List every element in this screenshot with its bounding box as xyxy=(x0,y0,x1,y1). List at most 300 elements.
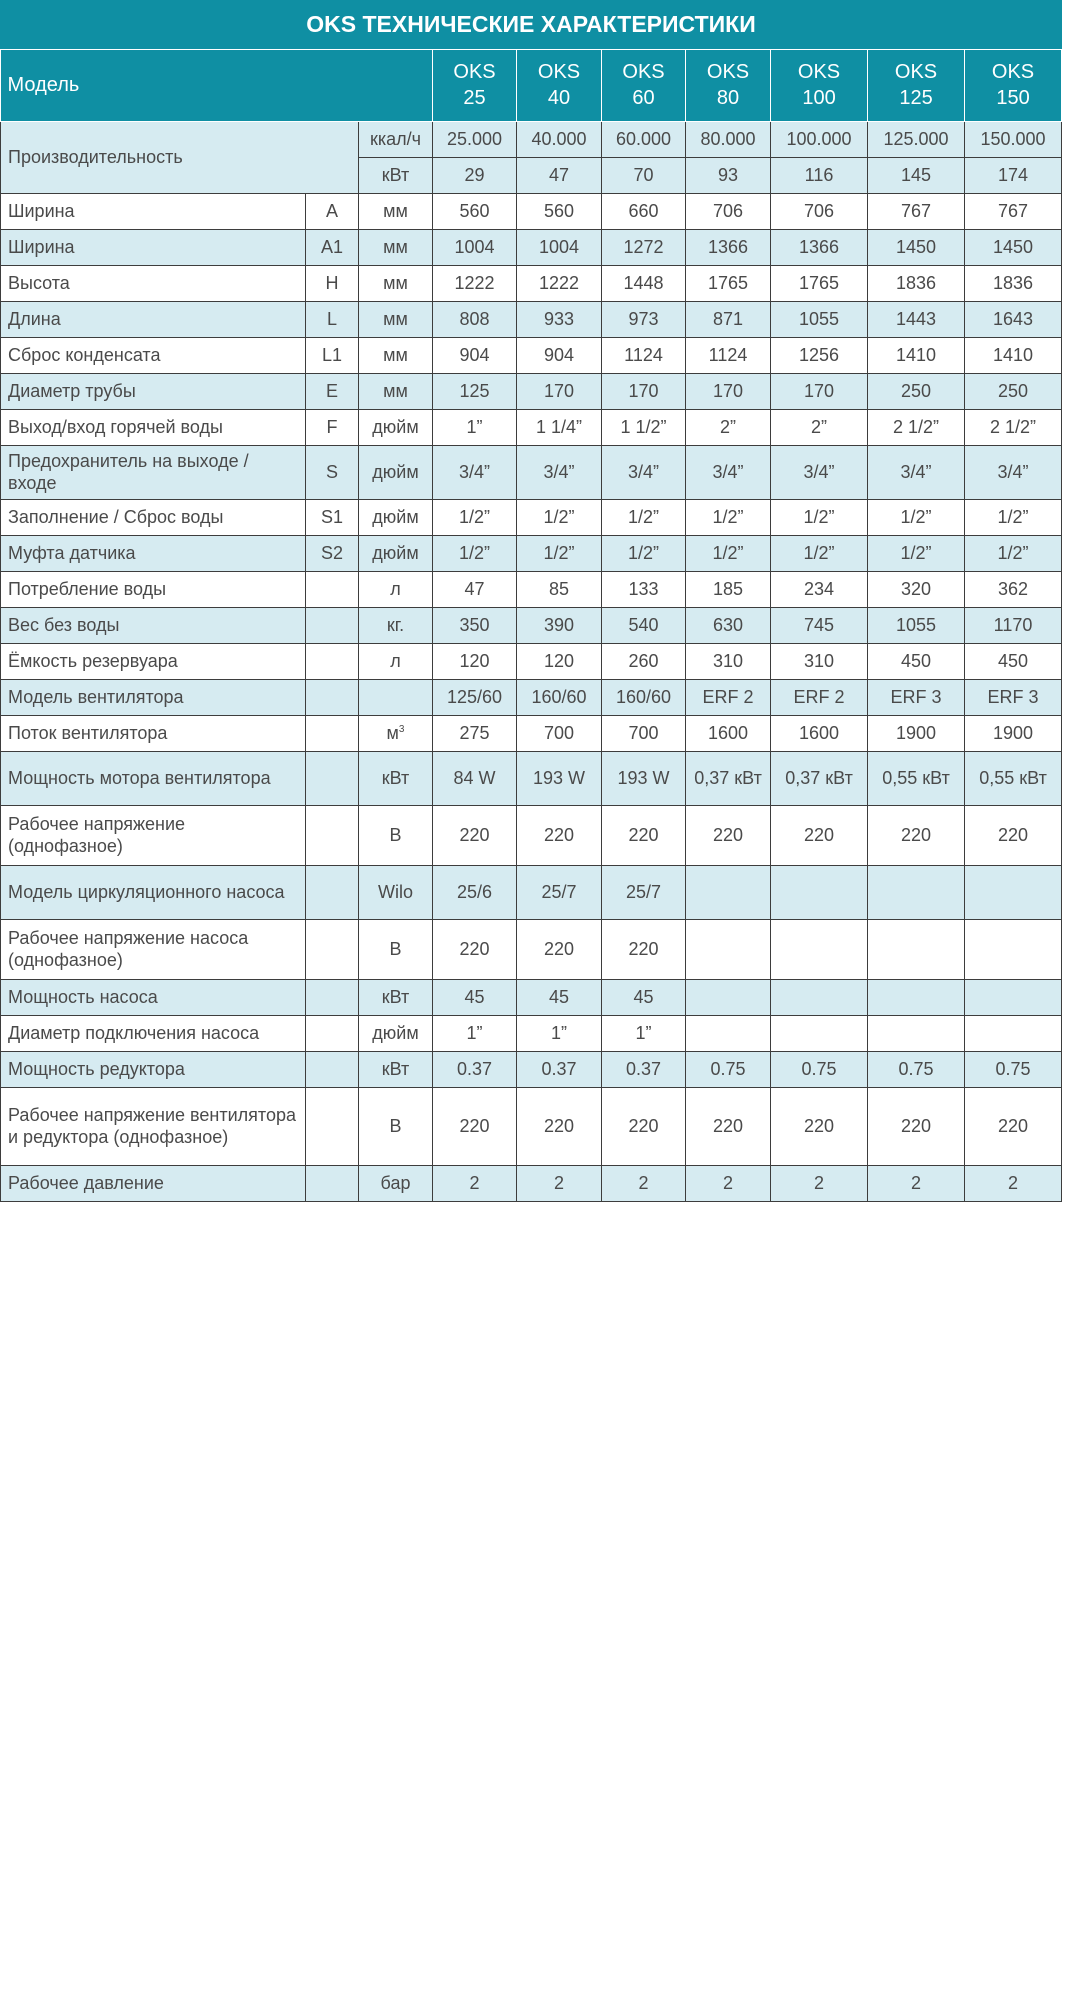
value-cell: 220 xyxy=(868,805,965,865)
row-label: Поток вентилятора xyxy=(1,715,306,751)
table-row xyxy=(1,805,1062,865)
value-cell: 1222 xyxy=(517,265,602,301)
value-cell: 220 xyxy=(868,1087,965,1165)
value-cell: 174 xyxy=(965,157,1062,193)
table-row xyxy=(1,643,1062,679)
row-label: Мощность мотора вентилятора xyxy=(1,751,306,805)
value-cell: 1/2” xyxy=(517,535,602,571)
model-name: OKS xyxy=(991,61,1035,84)
value-cell: 1600 xyxy=(771,715,868,751)
unit-cell xyxy=(359,409,433,445)
row-label: Рабочее напряжение (однофазное) xyxy=(1,805,306,865)
value-cell: 25/6 xyxy=(433,865,517,919)
value-cell: 1/2” xyxy=(517,499,602,535)
model-header-cell xyxy=(771,50,868,121)
value-cell: 540 xyxy=(602,607,686,643)
row-label: Сброс конденсата xyxy=(1,337,306,373)
value-cell: 220 xyxy=(771,1087,868,1165)
value-cell: 2 xyxy=(965,1165,1062,1201)
value-cell: 700 xyxy=(517,715,602,751)
specs-table-body xyxy=(1,50,1062,1201)
unit-cell xyxy=(359,919,433,979)
value-cell: 1443 xyxy=(868,301,965,337)
value-cell xyxy=(686,979,771,1015)
value-cell: 1836 xyxy=(965,265,1062,301)
code-cell: F xyxy=(306,409,359,445)
value-cell: 450 xyxy=(868,643,965,679)
value-cell: 220 xyxy=(433,1087,517,1165)
model-header-cell xyxy=(602,50,686,121)
code-cell xyxy=(306,751,359,805)
value-cell: 1055 xyxy=(868,607,965,643)
unit-text: В xyxy=(389,1116,402,1136)
value-cell: 450 xyxy=(965,643,1062,679)
value-cell: 2” xyxy=(686,409,771,445)
value-cell: 220 xyxy=(602,805,686,865)
value-cell: 560 xyxy=(517,193,602,229)
value-cell: 220 xyxy=(965,805,1062,865)
value-cell: 1/2” xyxy=(868,499,965,535)
value-cell: 1/2” xyxy=(433,535,517,571)
unit-text: Wilo xyxy=(378,882,414,902)
row-label: Заполнение / Сброс воды xyxy=(1,499,306,535)
value-cell: 933 xyxy=(517,301,602,337)
unit-cell xyxy=(359,265,433,301)
value-cell: 85 xyxy=(517,571,602,607)
row-label: Ширина xyxy=(1,229,306,265)
unit-cell: ккал/ч xyxy=(359,121,433,157)
value-cell: 2 xyxy=(517,1165,602,1201)
unit-text: мм xyxy=(383,201,408,221)
code-cell xyxy=(306,571,359,607)
value-cell: 220 xyxy=(433,805,517,865)
unit-cell xyxy=(359,337,433,373)
value-cell: 1” xyxy=(517,1015,602,1051)
table-row xyxy=(1,715,1062,751)
code-cell xyxy=(306,805,359,865)
row-label: Муфта датчика xyxy=(1,535,306,571)
value-cell: 767 xyxy=(965,193,1062,229)
value-cell: 133 xyxy=(602,571,686,607)
value-cell: 3/4” xyxy=(771,445,868,499)
value-cell: 0,55 кВт xyxy=(965,751,1062,805)
value-cell: 3/4” xyxy=(433,445,517,499)
value-cell: 3/4” xyxy=(868,445,965,499)
table-row xyxy=(1,751,1062,805)
value-cell: 1055 xyxy=(771,301,868,337)
value-cell: 2 xyxy=(433,1165,517,1201)
value-cell: 1/2” xyxy=(771,535,868,571)
value-cell: ERF 2 xyxy=(771,679,868,715)
code-cell: A xyxy=(306,193,359,229)
model-number: 25 xyxy=(463,87,486,110)
value-cell: 1004 xyxy=(433,229,517,265)
value-cell: 29 xyxy=(433,157,517,193)
value-cell: 1004 xyxy=(517,229,602,265)
value-cell: 170 xyxy=(771,373,868,409)
value-cell: 1256 xyxy=(771,337,868,373)
unit-text: дюйм xyxy=(372,1023,419,1043)
value-cell: 871 xyxy=(686,301,771,337)
unit-cell xyxy=(359,865,433,919)
value-cell: 193 W xyxy=(517,751,602,805)
value-cell: 120 xyxy=(433,643,517,679)
value-cell: 706 xyxy=(771,193,868,229)
value-cell: 0.37 xyxy=(517,1051,602,1087)
unit-cell xyxy=(359,805,433,865)
value-cell: 1366 xyxy=(771,229,868,265)
value-cell: 1272 xyxy=(602,229,686,265)
value-cell: 1/2” xyxy=(965,535,1062,571)
unit-cell xyxy=(359,979,433,1015)
row-label: Модель вентилятора xyxy=(1,679,306,715)
value-cell: 260 xyxy=(602,643,686,679)
value-cell: 3/4” xyxy=(965,445,1062,499)
value-cell xyxy=(965,919,1062,979)
value-cell: ERF 3 xyxy=(965,679,1062,715)
value-cell: 275 xyxy=(433,715,517,751)
value-cell: 362 xyxy=(965,571,1062,607)
code-cell: L1 xyxy=(306,337,359,373)
value-cell: 0,37 кВт xyxy=(686,751,771,805)
value-cell: 47 xyxy=(517,157,602,193)
value-cell: 3/4” xyxy=(517,445,602,499)
value-cell: 25/7 xyxy=(602,865,686,919)
unit-cell xyxy=(359,607,433,643)
value-cell xyxy=(771,1015,868,1051)
table-row xyxy=(1,193,1062,229)
table-title: OKS ТЕХНИЧЕСКИЕ ХАРАКТЕРИСТИКИ xyxy=(0,0,1062,50)
table-row xyxy=(1,301,1062,337)
value-cell: 1450 xyxy=(868,229,965,265)
value-cell: 2 xyxy=(602,1165,686,1201)
value-cell: 45 xyxy=(517,979,602,1015)
code-cell xyxy=(306,715,359,751)
unit-cell: кВт xyxy=(359,157,433,193)
value-cell: 220 xyxy=(433,919,517,979)
value-cell: 150.000 xyxy=(965,121,1062,157)
value-cell: 1222 xyxy=(433,265,517,301)
value-cell: 1” xyxy=(433,1015,517,1051)
value-cell: 320 xyxy=(868,571,965,607)
row-label: Модель циркуляционного насоса xyxy=(1,865,306,919)
value-cell: 84 W xyxy=(433,751,517,805)
value-cell: 220 xyxy=(517,805,602,865)
unit-cell xyxy=(359,229,433,265)
row-label: Предохранитель на выходе / входе xyxy=(1,445,306,499)
value-cell: 0.37 xyxy=(602,1051,686,1087)
value-cell xyxy=(686,1015,771,1051)
row-label: Высота xyxy=(1,265,306,301)
value-cell: 3/4” xyxy=(686,445,771,499)
value-cell: 234 xyxy=(771,571,868,607)
table-row xyxy=(1,499,1062,535)
value-cell: 2 1/2” xyxy=(868,409,965,445)
specs-table xyxy=(0,50,1062,1202)
unit-text: кВт xyxy=(381,768,410,788)
table-row xyxy=(1,607,1062,643)
table-row xyxy=(1,1015,1062,1051)
value-cell: 560 xyxy=(433,193,517,229)
value-cell: 1” xyxy=(433,409,517,445)
value-cell: 1366 xyxy=(686,229,771,265)
model-name: OKS xyxy=(706,61,750,84)
value-cell: 45 xyxy=(602,979,686,1015)
code-cell xyxy=(306,979,359,1015)
row-label: Вес без воды xyxy=(1,607,306,643)
value-cell: 220 xyxy=(771,805,868,865)
value-cell: 0.75 xyxy=(686,1051,771,1087)
value-cell: 220 xyxy=(686,1087,771,1165)
value-cell xyxy=(965,1015,1062,1051)
model-label: Модель xyxy=(1,50,433,121)
code-cell xyxy=(306,643,359,679)
unit-text: дюйм xyxy=(372,507,419,527)
unit-cell xyxy=(359,751,433,805)
value-cell: 700 xyxy=(602,715,686,751)
code-cell: S xyxy=(306,445,359,499)
value-cell: 0.37 xyxy=(433,1051,517,1087)
value-cell: 1 1/4” xyxy=(517,409,602,445)
value-cell: 170 xyxy=(686,373,771,409)
unit-cell xyxy=(359,1165,433,1201)
unit-cell xyxy=(359,715,433,751)
value-cell xyxy=(771,865,868,919)
model-number: 60 xyxy=(632,87,655,110)
unit-text: мм xyxy=(383,345,408,365)
unit-cell xyxy=(359,679,433,715)
row-label: Производительность xyxy=(1,121,359,193)
code-cell xyxy=(306,1087,359,1165)
value-cell xyxy=(965,865,1062,919)
value-cell: 1 1/2” xyxy=(602,409,686,445)
table-row xyxy=(1,1165,1062,1201)
code-cell: S1 xyxy=(306,499,359,535)
value-cell: 310 xyxy=(771,643,868,679)
value-cell: 25/7 xyxy=(517,865,602,919)
value-cell: 1/2” xyxy=(965,499,1062,535)
value-cell: 767 xyxy=(868,193,965,229)
value-cell: 0.75 xyxy=(771,1051,868,1087)
value-cell: 220 xyxy=(686,805,771,865)
value-cell: 145 xyxy=(868,157,965,193)
value-cell: 25.000 xyxy=(433,121,517,157)
model-name: OKS xyxy=(894,61,938,84)
row-label: Диаметр трубы xyxy=(1,373,306,409)
value-cell: 1765 xyxy=(771,265,868,301)
code-cell xyxy=(306,919,359,979)
unit-text: дюйм xyxy=(372,462,419,482)
unit-text: кВт xyxy=(381,1059,410,1079)
value-cell: 1/2” xyxy=(602,499,686,535)
value-cell: 1900 xyxy=(965,715,1062,751)
value-cell xyxy=(771,919,868,979)
table-row xyxy=(1,445,1062,499)
model-name: OKS xyxy=(797,61,841,84)
model-name: OKS xyxy=(453,61,496,84)
model-number: 100 xyxy=(802,87,836,110)
code-cell: A1 xyxy=(306,229,359,265)
unit-cell xyxy=(359,373,433,409)
model-number: 150 xyxy=(996,87,1030,110)
value-cell: 125.000 xyxy=(868,121,965,157)
value-cell xyxy=(771,979,868,1015)
value-cell xyxy=(868,865,965,919)
value-cell: 100.000 xyxy=(771,121,868,157)
code-cell xyxy=(306,607,359,643)
row-label: Мощность редуктора xyxy=(1,1051,306,1087)
unit-cell xyxy=(359,301,433,337)
row-label: Рабочее напряжение насоса (однофазное) xyxy=(1,919,306,979)
value-cell: 1/2” xyxy=(433,499,517,535)
model-header-cell xyxy=(433,50,517,121)
unit-text: л xyxy=(390,579,401,599)
row-label: Рабочее давление xyxy=(1,1165,306,1201)
model-number: 125 xyxy=(899,87,933,110)
model-number: 80 xyxy=(716,87,740,110)
code-cell: E xyxy=(306,373,359,409)
table-row xyxy=(1,229,1062,265)
unit-cell xyxy=(359,445,433,499)
model-header-cell xyxy=(686,50,771,121)
table-row xyxy=(1,373,1062,409)
value-cell: 250 xyxy=(965,373,1062,409)
value-cell: 1170 xyxy=(965,607,1062,643)
row-label: Ёмкость резервуара xyxy=(1,643,306,679)
value-cell xyxy=(868,1015,965,1051)
value-cell xyxy=(868,979,965,1015)
value-cell: 170 xyxy=(602,373,686,409)
value-cell: 160/60 xyxy=(602,679,686,715)
table-row xyxy=(1,679,1062,715)
value-cell: 310 xyxy=(686,643,771,679)
code-cell xyxy=(306,1051,359,1087)
value-cell: 973 xyxy=(602,301,686,337)
model-header-cell xyxy=(517,50,602,121)
model-header-row xyxy=(1,50,1062,121)
value-cell: 745 xyxy=(771,607,868,643)
value-cell: 1643 xyxy=(965,301,1062,337)
value-cell: 2 xyxy=(868,1165,965,1201)
value-cell: 185 xyxy=(686,571,771,607)
value-cell: 60.000 xyxy=(602,121,686,157)
unit-text: мм xyxy=(383,273,408,293)
code-cell xyxy=(306,679,359,715)
table-row xyxy=(1,571,1062,607)
code-cell xyxy=(306,865,359,919)
value-cell: 0,55 кВт xyxy=(868,751,965,805)
value-cell xyxy=(965,979,1062,1015)
value-cell: 350 xyxy=(433,607,517,643)
value-cell: 2 xyxy=(686,1165,771,1201)
unit-text: кВт xyxy=(381,987,410,1007)
code-cell xyxy=(306,1165,359,1201)
value-cell: 630 xyxy=(686,607,771,643)
value-cell: 1124 xyxy=(686,337,771,373)
value-cell: 0.75 xyxy=(868,1051,965,1087)
value-cell: 0,37 кВт xyxy=(771,751,868,805)
value-cell xyxy=(868,919,965,979)
row-label: Рабочее напряжение вентилятора и редуктора (однофазное) xyxy=(1,1087,306,1165)
value-cell: 1/2” xyxy=(868,535,965,571)
value-cell: 1900 xyxy=(868,715,965,751)
table-row xyxy=(1,1051,1062,1087)
value-cell: 45 xyxy=(433,979,517,1015)
value-cell: 47 xyxy=(433,571,517,607)
code-cell xyxy=(306,1015,359,1051)
value-cell: 1836 xyxy=(868,265,965,301)
value-cell: 706 xyxy=(686,193,771,229)
value-cell: 1410 xyxy=(868,337,965,373)
value-cell: 1/2” xyxy=(686,499,771,535)
value-cell: 93 xyxy=(686,157,771,193)
model-name: OKS xyxy=(622,61,665,84)
value-cell xyxy=(686,865,771,919)
value-cell: 1” xyxy=(602,1015,686,1051)
unit-text: л xyxy=(390,651,401,671)
value-cell: 904 xyxy=(433,337,517,373)
unit-cell xyxy=(359,1015,433,1051)
unit-text: кг. xyxy=(386,615,405,635)
row-label: Потребление воды xyxy=(1,571,306,607)
value-cell: 390 xyxy=(517,607,602,643)
unit-text: мм xyxy=(383,381,408,401)
row-label: Выход/вход горячей воды xyxy=(1,409,306,445)
table-row xyxy=(1,121,1062,157)
table-row xyxy=(1,1087,1062,1165)
table-row xyxy=(1,337,1062,373)
value-cell: 1600 xyxy=(686,715,771,751)
value-cell: 2 1/2” xyxy=(965,409,1062,445)
table-row xyxy=(1,409,1062,445)
unit-cell xyxy=(359,535,433,571)
table-row xyxy=(1,535,1062,571)
value-cell: 220 xyxy=(602,919,686,979)
value-cell: 1765 xyxy=(686,265,771,301)
unit-cell xyxy=(359,571,433,607)
value-cell: 904 xyxy=(517,337,602,373)
unit-text: бар xyxy=(380,1173,411,1193)
model-header-cell xyxy=(965,50,1062,121)
table-row xyxy=(1,979,1062,1015)
value-cell: 160/60 xyxy=(517,679,602,715)
table-row xyxy=(1,865,1062,919)
unit-text: мм xyxy=(383,237,408,257)
value-cell: 2” xyxy=(771,409,868,445)
unit-text: В xyxy=(389,825,402,845)
value-cell: 125/60 xyxy=(433,679,517,715)
table-row xyxy=(1,919,1062,979)
value-cell: 120 xyxy=(517,643,602,679)
model-number: 40 xyxy=(547,87,571,110)
value-cell: 3/4” xyxy=(602,445,686,499)
model-header-cell xyxy=(868,50,965,121)
value-cell: ERF 2 xyxy=(686,679,771,715)
row-label: Длина xyxy=(1,301,306,337)
unit-text: мм xyxy=(383,309,408,329)
unit-text: м xyxy=(386,723,399,743)
value-cell: 220 xyxy=(517,919,602,979)
unit-cell xyxy=(359,499,433,535)
code-cell: H xyxy=(306,265,359,301)
value-cell: 125 xyxy=(433,373,517,409)
row-label: Мощность насоса xyxy=(1,979,306,1015)
code-cell: L xyxy=(306,301,359,337)
value-cell: 1450 xyxy=(965,229,1062,265)
unit-text: дюйм xyxy=(372,543,419,563)
value-cell: 220 xyxy=(517,1087,602,1165)
unit-text: В xyxy=(389,939,402,959)
